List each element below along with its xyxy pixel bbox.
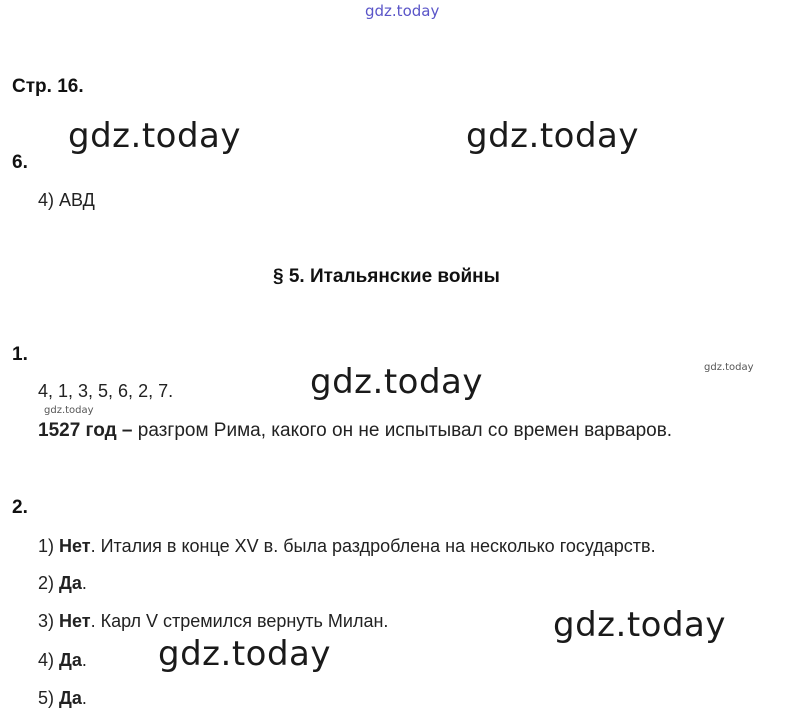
year-answer — [38, 420, 672, 442]
item-number: 3) — [38, 611, 60, 631]
watermark-large: gdz.today — [466, 116, 639, 156]
watermark-small: gdz.today — [44, 405, 94, 416]
item-number: 5) — [38, 688, 60, 708]
item-answer: Да — [59, 688, 82, 708]
section-title: § 5. Итальянские войны — [273, 266, 500, 287]
sequence-answer: 4, 1, 3, 5, 6, 2, 7. — [38, 381, 174, 401]
item-number: 4) — [38, 650, 60, 670]
watermark-large: gdz.today — [158, 634, 331, 674]
answer-text: 4) АВД — [38, 190, 95, 210]
question-number: 2. — [12, 497, 28, 518]
watermark-top: gdz.today — [365, 2, 440, 20]
question-number: 1. — [12, 344, 28, 365]
list-item — [38, 611, 388, 632]
item-text: . — [81, 573, 87, 593]
item-text: . Карл V стремился вернуть Милан. — [90, 611, 389, 631]
watermark-large: gdz.today — [68, 116, 241, 156]
page-heading: Стр. 16. — [12, 76, 84, 97]
year-text: разгром Рима, какого он не испытывал со времен варваров. — [132, 420, 673, 441]
list-item — [38, 573, 87, 594]
item-answer: Да — [59, 573, 82, 593]
item-text: . — [81, 688, 87, 708]
item-text: . Италия в конце XV в. была раздроблена на несколько государств. — [90, 536, 656, 556]
question-number: 6. — [12, 152, 28, 173]
watermark-large: gdz.today — [310, 362, 483, 402]
watermark-small: gdz.today — [704, 362, 754, 373]
year-bold: 1527 год – — [38, 420, 133, 441]
list-item — [38, 650, 87, 671]
item-number: 1) — [38, 536, 60, 556]
watermark-large: gdz.today — [553, 605, 726, 645]
item-answer: Нет — [59, 536, 91, 556]
item-number: 2) — [38, 573, 60, 593]
item-answer: Нет — [59, 611, 91, 631]
item-answer: Да — [59, 650, 82, 670]
list-item — [38, 688, 87, 709]
item-text: . — [81, 650, 87, 670]
list-item — [38, 536, 656, 557]
